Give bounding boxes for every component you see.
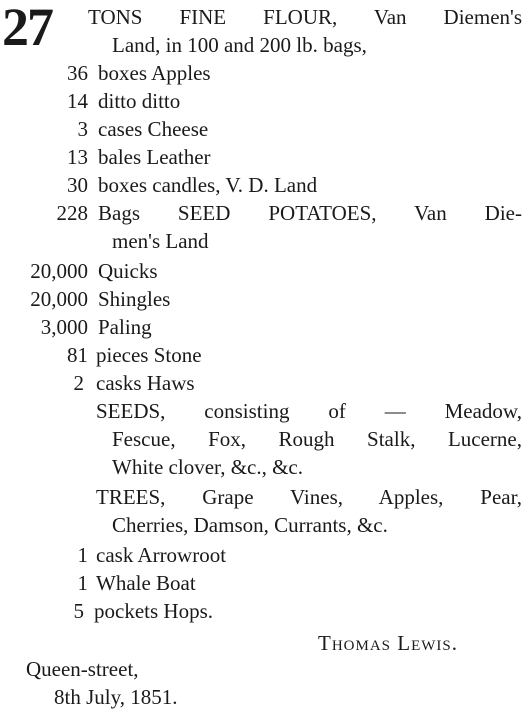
item-qty: 20,000 [30, 287, 88, 311]
item-desc: Quicks [98, 259, 158, 283]
headline-line-1: TONS FINE FLOUR, Van Diemen's [88, 5, 522, 29]
item-desc-continued: men's Land [112, 229, 209, 253]
item-qty: 5 [73, 599, 84, 623]
item-desc: pockets Hops. [94, 599, 213, 623]
item-desc: pieces Stone [96, 343, 202, 367]
item-qty: 2 [73, 371, 84, 395]
item-qty: 3 [77, 117, 88, 141]
address: Queen-street, [26, 657, 139, 681]
date: 8th July, 1851. [54, 685, 178, 709]
item-qty: 20,000 [30, 259, 88, 283]
item-qty: 81 [67, 343, 88, 367]
item-qty: 228 [56, 201, 88, 225]
trees-line-2: Cherries, Damson, Currants, &c. [112, 513, 388, 537]
item-qty: 30 [67, 173, 88, 197]
item-qty: 3,000 [40, 315, 88, 339]
trees-line-1: TREES, Grape Vines, Apples, Pear, [96, 485, 522, 509]
item-desc: casks Haws [96, 371, 195, 395]
item-desc: Paling [98, 315, 152, 339]
item-qty: 13 [67, 145, 88, 169]
item-desc: boxes Apples [98, 61, 211, 85]
advertiser-signature: Thomas Lewis. [318, 631, 458, 655]
item-qty: 1 [77, 571, 88, 595]
item-qty: 36 [67, 61, 88, 85]
item-desc: cases Cheese [98, 117, 209, 141]
item-desc: bales Leather [98, 145, 211, 169]
seeds-line-3: White clover, &c., &c. [112, 455, 303, 479]
seeds-line-2: Fescue, Fox, Rough Stalk, Lucerne, [112, 427, 522, 451]
item-qty: 1 [77, 543, 88, 567]
item-desc: boxes candles, V. D. Land [98, 173, 318, 197]
item-desc: Shingles [98, 287, 171, 311]
item-desc: Bags SEED POTATOES, Van Die- [98, 201, 522, 225]
headline-line-2: Land, in 100 and 200 lb. bags, [112, 33, 367, 57]
dropcap-number: 27 [2, 0, 52, 57]
item-desc: cask Arrowroot [96, 543, 227, 567]
item-qty: 14 [67, 89, 88, 113]
item-desc: ditto ditto [98, 89, 181, 113]
seeds-line-1: SEEDS, consisting of — Meadow, [96, 399, 522, 423]
item-desc: Whale Boat [96, 571, 196, 595]
